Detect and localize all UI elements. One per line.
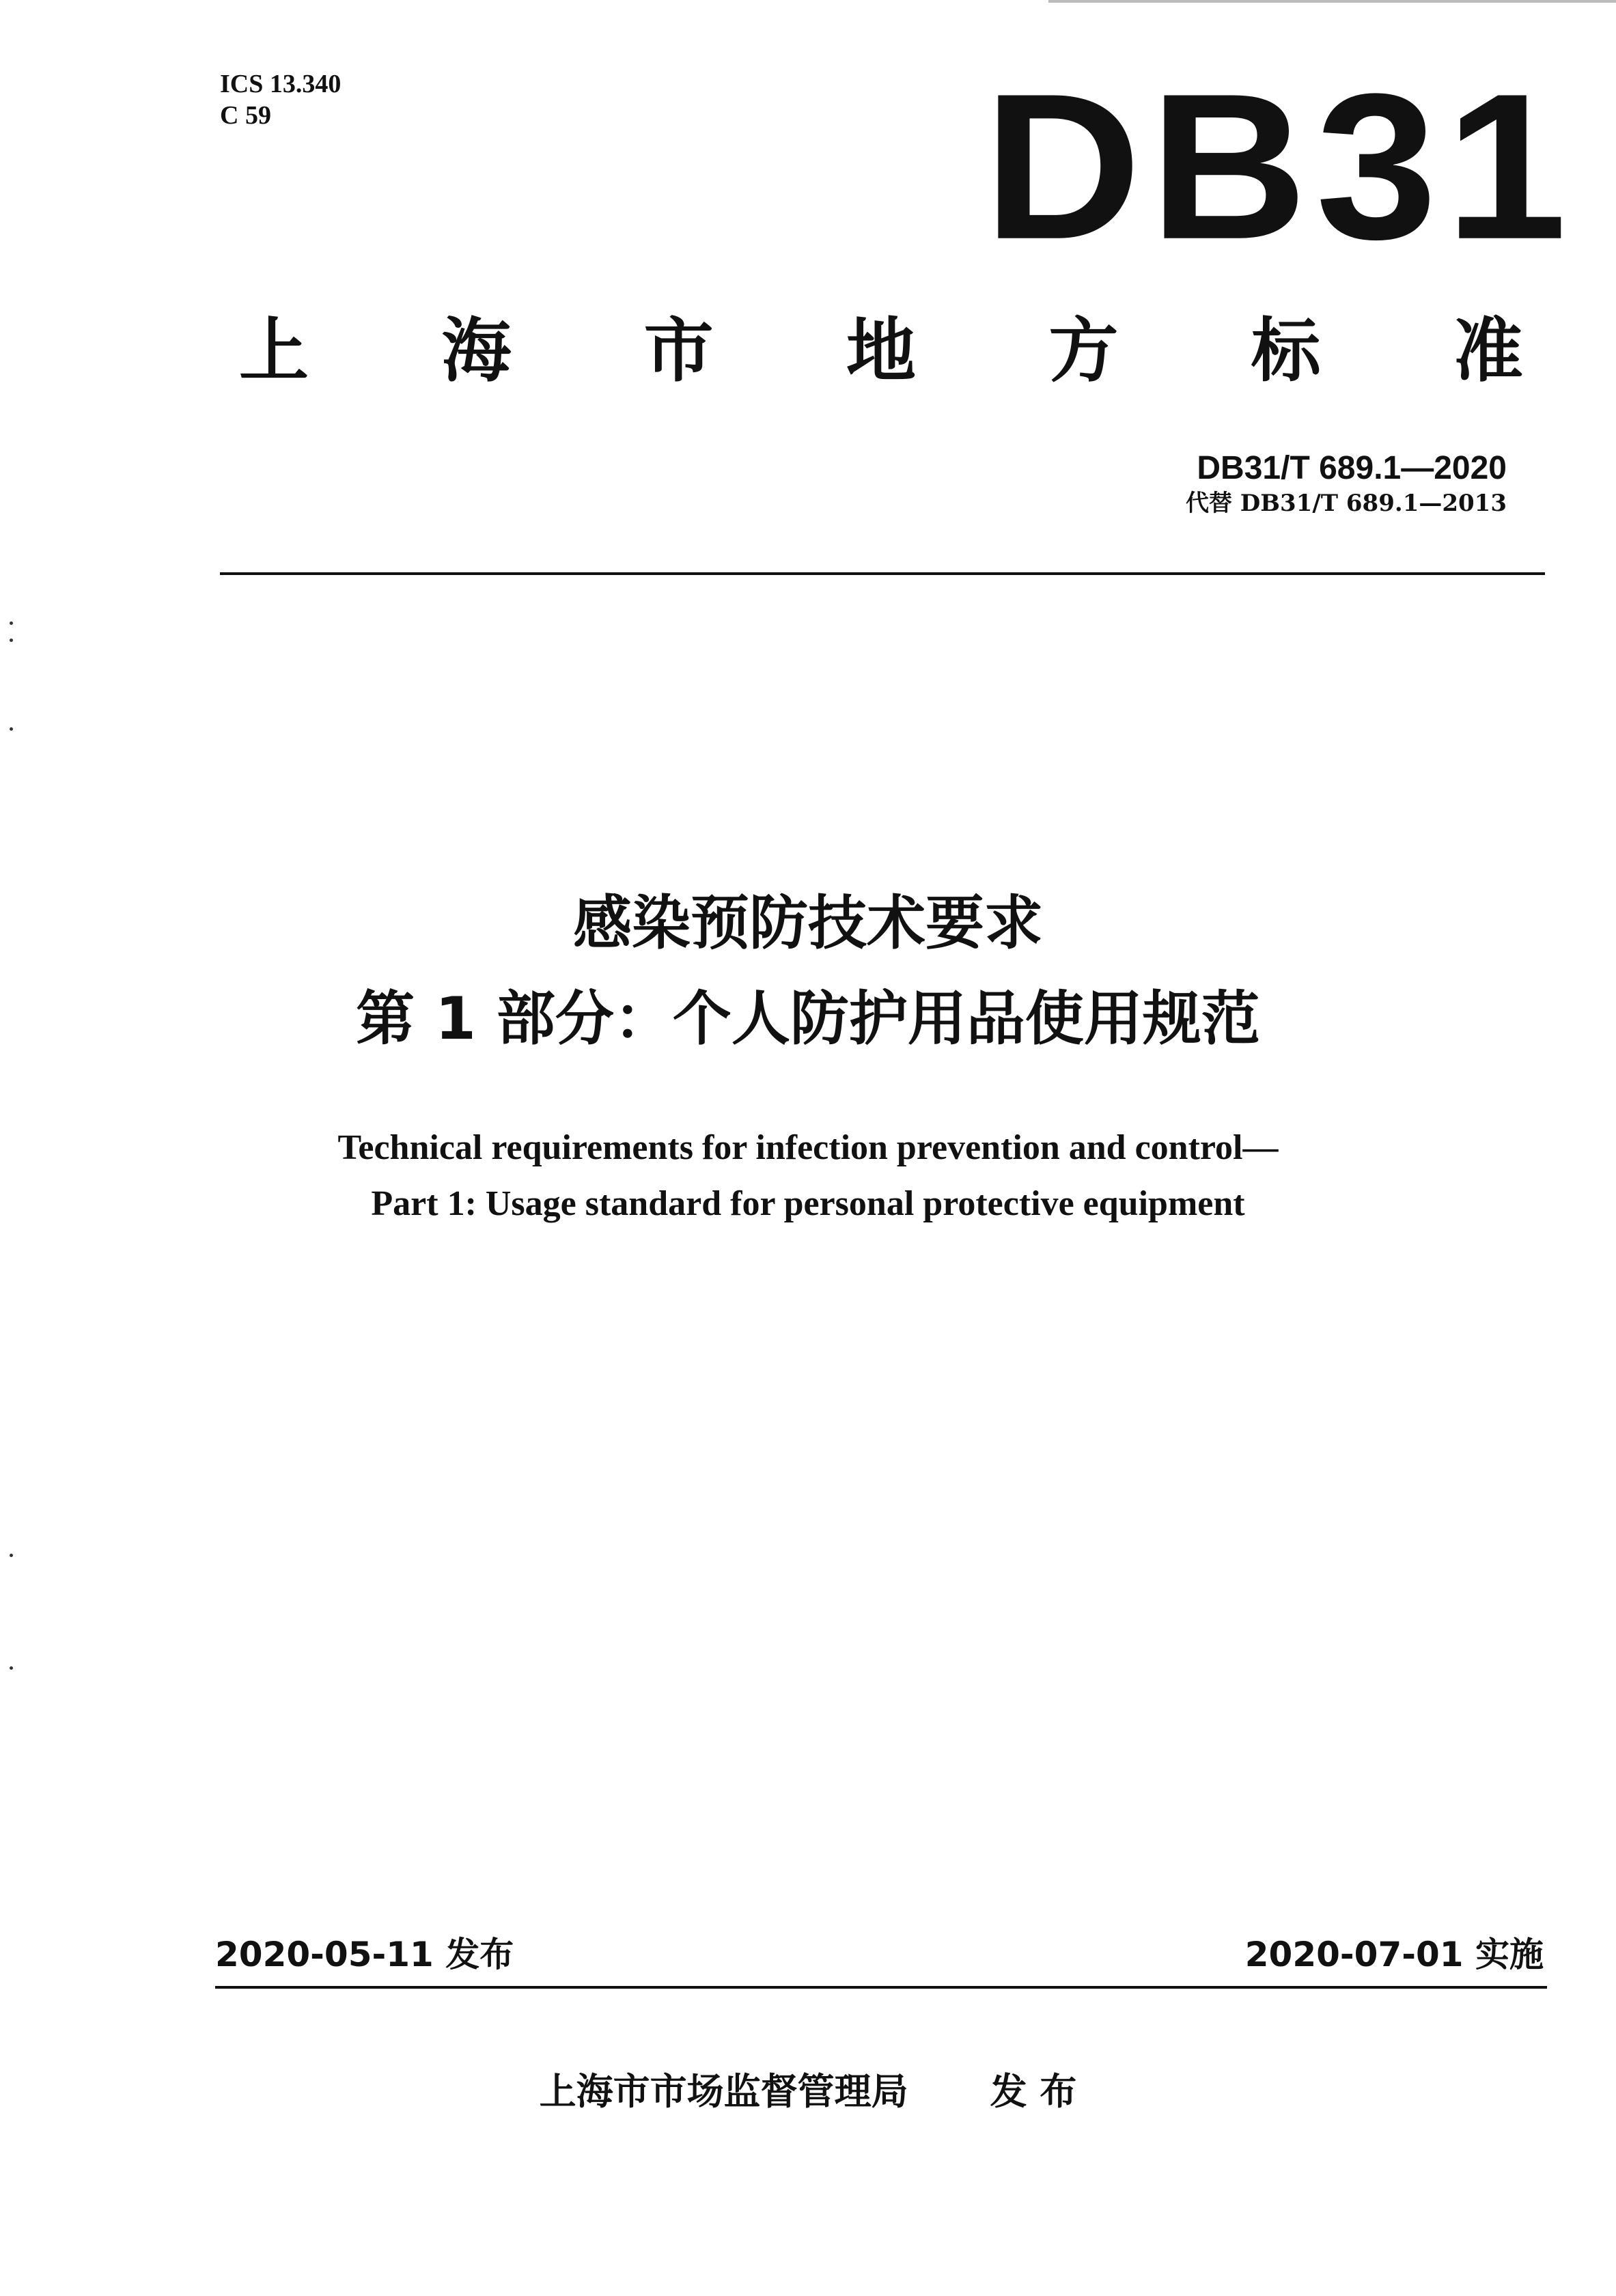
- title-en-line2: Part 1: Usage standard for personal protective equipment: [371, 1184, 1245, 1223]
- standard-type-char: 准: [1453, 311, 1523, 392]
- standard-mark: DB31: [984, 50, 1576, 283]
- publisher-action: 发 布: [990, 2070, 1077, 2113]
- ccs-code: C 59: [220, 101, 271, 130]
- scan-speck: [10, 727, 13, 731]
- standard-type-char: 市: [643, 311, 714, 392]
- publisher-line: [0, 2069, 1616, 2114]
- scan-speck: [10, 621, 13, 625]
- standard-type-char: 方: [1048, 311, 1119, 392]
- classification-codes: [220, 68, 341, 131]
- title-cn-line1: 感染预防技术要求: [573, 889, 1043, 957]
- publisher-name: 上海市市场监督管理局: [539, 2070, 908, 2113]
- standard-type-char: 上: [239, 311, 309, 392]
- issue-date: 2020-05-11 发布: [215, 1935, 514, 1974]
- title-en-line1: Technical requirements for infection prevention and control—: [337, 1128, 1279, 1167]
- standard-type-char: 地: [846, 311, 916, 392]
- title-cn-line2: 第 1 部分：个人防护用品使用规范: [356, 985, 1260, 1053]
- top-edge-rule: [1048, 0, 1616, 3]
- standard-type-title: [239, 311, 1523, 393]
- scan-speck: [10, 1554, 13, 1557]
- header-divider: [220, 572, 1545, 575]
- effective-date: 2020-07-01 实施: [1244, 1935, 1544, 1974]
- scan-speck: [10, 1666, 13, 1670]
- footer-divider: [215, 1986, 1547, 1989]
- ics-code: ICS 13.340: [220, 70, 342, 98]
- standard-number: DB31/T 689.1—2020: [1197, 450, 1507, 486]
- standard-type-char: 海: [441, 311, 512, 392]
- standard-type-char: 标: [1251, 311, 1321, 392]
- replaces-standard: 代替 DB31/T 689.1—2013: [1185, 490, 1507, 517]
- scan-speck: [10, 639, 13, 642]
